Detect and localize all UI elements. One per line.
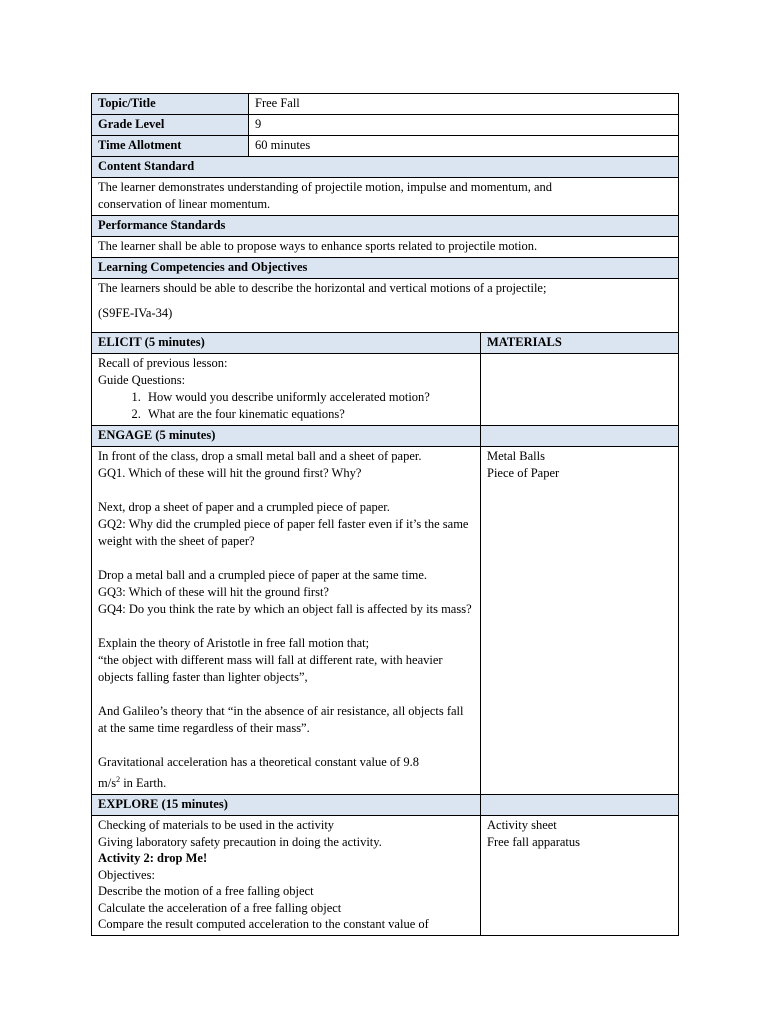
competencies-text: The learners should be able to describe the horizontal and vertical motions of a projectile;	[98, 281, 547, 295]
content-standard-row	[92, 178, 679, 216]
performance-standards-heading: Performance Standards	[92, 216, 679, 237]
engage-materials-cell	[481, 447, 679, 795]
explore-text: Checking of materials to be used in the activity	[98, 818, 335, 833]
material-item: Metal Balls	[487, 449, 545, 463]
competencies-cell	[92, 279, 679, 333]
engage-text-unit	[98, 771, 474, 792]
explore-heading-row	[92, 795, 679, 816]
topic-row	[92, 94, 679, 115]
activity-title: Activity 2: drop Me!	[98, 851, 208, 866]
content-standard-heading: Content Standard	[92, 157, 679, 178]
engage-text: Next, drop a sheet of paper and a crumpled piece of paper.	[98, 500, 390, 514]
elicit-heading: ELICIT (5 minutes)	[92, 333, 481, 354]
engage-text: GQ2: Why did the crumpled piece of paper fell faster even if it’s the same weight with the sheet of paper?	[98, 517, 469, 548]
unit-superscript: 2	[116, 775, 121, 784]
objective-item: Describe the motion of a free falling object	[98, 884, 314, 899]
competencies-heading: Learning Competencies and Objectives	[92, 258, 679, 279]
content-standard-text: The learner demonstrates understanding of projectile motion, impulse and momentum, and conservation of linear momentum.	[92, 178, 679, 216]
topic-label: Topic/Title	[92, 94, 249, 115]
explore-text: Giving laboratory safety precaution in doing the activity.	[98, 834, 382, 849]
grade-row	[92, 115, 679, 136]
explore-cell	[92, 816, 481, 936]
material-item: Piece of Paper	[487, 466, 560, 480]
elicit-recall: Recall of previous lesson:	[98, 356, 228, 370]
engage-text: Drop a metal ball and a crumpled piece of paper at the same time.	[98, 568, 428, 582]
unit-suffix: in Earth.	[120, 776, 167, 791]
engage-heading-row	[92, 426, 679, 447]
objective-item: Compare the result computed acceleration to the constant value of	[98, 917, 429, 932]
engage-row	[92, 447, 679, 795]
explore-row	[92, 816, 679, 936]
elicit-materials-cell	[481, 354, 679, 426]
engage-text: GQ1. Which of these will hit the ground first? Why?	[98, 466, 362, 480]
material-item: Activity sheet	[487, 818, 557, 833]
explore-heading: EXPLORE (15 minutes)	[92, 795, 481, 816]
elicit-question: 1. How would you describe uniformly accelerated motion?	[144, 389, 474, 406]
elicit-guide-questions: Guide Questions:	[98, 373, 186, 387]
competencies-row	[92, 279, 679, 333]
performance-standards-text: The learner shall be able to propose ways to enhance sports related to projectile motion.	[92, 237, 679, 258]
elicit-heading-row	[92, 333, 679, 354]
grade-label: Grade Level	[92, 115, 249, 136]
objectives-label: Objectives:	[98, 867, 155, 882]
unit-text: m/s	[98, 776, 117, 791]
engage-text: “the object with different mass will fall at different rate, with heavier objects falling faster than lighter objects”,	[98, 653, 443, 684]
engage-heading-materials	[481, 426, 679, 447]
competencies-code: (S9FE-IVa-34)	[98, 306, 173, 320]
engage-heading: ENGAGE (5 minutes)	[92, 426, 481, 447]
explore-materials-cell	[481, 816, 679, 936]
time-row	[92, 136, 679, 157]
engage-text: GQ3: Which of these will hit the ground first?	[98, 585, 329, 599]
objective-item: Calculate the acceleration of a free falling object	[98, 900, 342, 915]
engage-text: Gravitational acceleration has a theoretical constant value of 9.8	[98, 755, 420, 769]
elicit-question: 2. What are the four kinematic equations?	[144, 406, 474, 423]
elicit-cell	[92, 354, 481, 426]
performance-standards-heading-row	[92, 216, 679, 237]
time-label: Time Allotment	[92, 136, 249, 157]
materials-heading: MATERIALS	[481, 333, 679, 354]
engage-text: GQ4: Do you think the rate by which an object fall is affected by its mass?	[98, 602, 472, 616]
material-item: Free fall apparatus	[487, 835, 581, 850]
time-value: 60 minutes	[249, 136, 679, 157]
topic-value: Free Fall	[249, 94, 679, 115]
engage-cell	[92, 447, 481, 795]
engage-text: In front of the class, drop a small metal ball and a sheet of paper.	[98, 449, 422, 463]
grade-value: 9	[249, 115, 679, 136]
content-standard-heading-row	[92, 157, 679, 178]
engage-text: Explain the theory of Aristotle in free fall motion that;	[98, 636, 370, 650]
lesson-plan-table	[91, 93, 679, 936]
engage-text: And Galileo’s theory that “in the absence of air resistance, all objects fall at the same time regardless of their mass”.	[98, 704, 464, 735]
explore-heading-materials	[481, 795, 679, 816]
elicit-row	[92, 354, 679, 426]
elicit-question-list	[98, 389, 474, 423]
performance-standards-row	[92, 237, 679, 258]
competencies-heading-row	[92, 258, 679, 279]
